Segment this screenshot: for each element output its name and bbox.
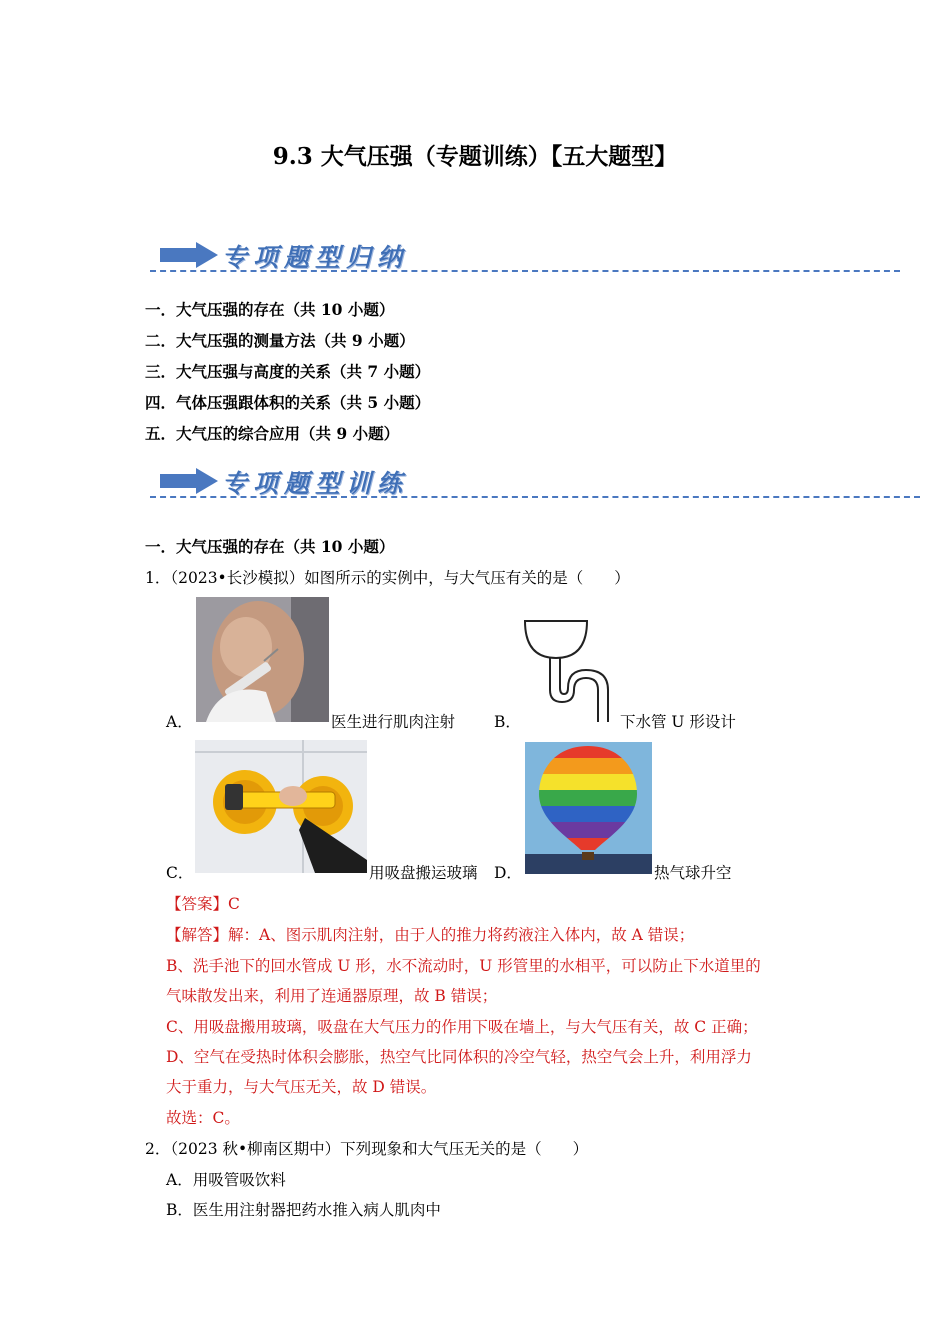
banner-title: 专项题型归纳 [222,243,409,272]
answer-label: 【答案】C [166,895,240,913]
analysis-line: C、用吸盘搬用玻璃，吸盘在大气压力的作用下吸在墙上，与大气压有关，故 C 正确； [166,1018,758,1036]
toc-item[interactable]: 二．大气压强的测量方法（共 9 小题） [145,331,415,350]
option-text: 下水管 U 形设计 [620,713,736,731]
analysis-line: 大于重力，与大气压无关，故 D 错误。 [166,1078,437,1096]
option-text: 热气球升空 [654,864,732,882]
injection-photo [196,597,329,722]
analysis-line: B、洗手池下的回水管成 U 形，水不流动时，U 形管里的水相平，可以防止下水道里的 [166,957,761,975]
arrow-right-icon [160,468,218,494]
option-letter: B． [494,713,521,731]
question-stem: 2．（2023 秋•柳南区期中）下列现象和大气压无关的是（ ） [145,1140,589,1158]
section-banner-training [150,462,920,502]
option-text: A．用吸管吸饮料 [166,1171,286,1189]
u-pipe-drawing [522,616,618,724]
section-heading: 一．大气压强的存在（共 10 小题） [145,537,395,556]
option-text: B．医生用注射器把药水推入病人肌肉中 [166,1201,441,1219]
page-title: 9.3 大气压强（专题训练）【五大题型】 [272,143,678,170]
question-stem: 1．（2023•长沙模拟）如图所示的实例中，与大气压有关的是（ ） [145,569,630,587]
analysis-line: 【解答】解：A、图示肌肉注射，由于人的推力将药液注入体内，故 A 错误； [166,926,695,944]
section-banner-summary [150,236,900,276]
banner-title: 专项题型训练 [222,469,409,498]
analysis-line: 气味散发出来，利用了连通器原理，故 B 错误； [166,987,498,1005]
choice-line: 故选：C。 [166,1109,240,1127]
toc-item[interactable]: 三．大气压强与高度的关系（共 7 小题） [145,362,431,381]
toc-item[interactable]: 一．大气压强的存在（共 10 小题） [145,300,395,319]
divider [150,496,920,498]
option-letter: C． [166,864,194,882]
suction-cup-photo [195,740,367,873]
hot-air-balloon-photo [525,742,652,874]
option-text: 医生进行肌肉注射 [331,713,456,731]
divider [150,270,900,272]
option-letter: A． [166,713,193,731]
toc-item[interactable]: 四．气体压强跟体积的关系（共 5 小题） [145,393,431,412]
option-text: 用吸盘搬运玻璃 [369,864,478,882]
arrow-right-icon [160,242,218,268]
analysis-line: D、空气在受热时体积会膨胀，热空气比同体积的冷空气轻，热空气会上升，利用浮力 [166,1048,752,1066]
option-letter: D． [494,864,522,882]
toc-item[interactable]: 五．大气压的综合应用（共 9 小题） [145,424,400,443]
